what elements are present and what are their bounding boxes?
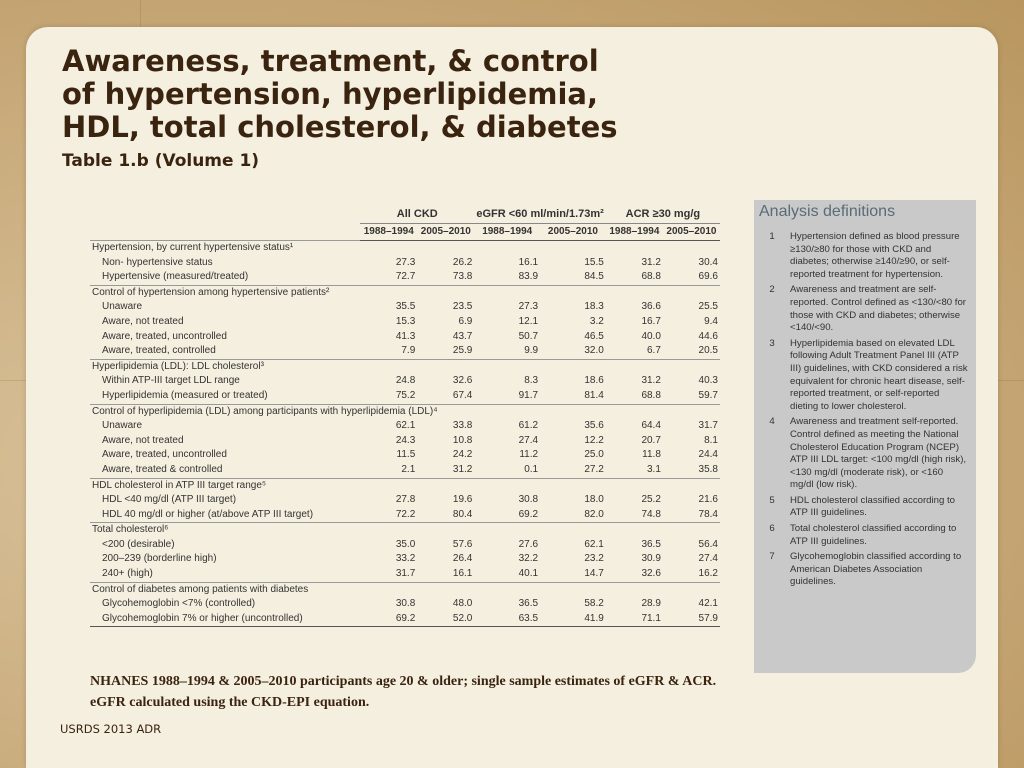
table-cell: 16.2 bbox=[698, 568, 718, 580]
table-cell: 27.3 bbox=[518, 301, 539, 313]
table-row bbox=[90, 389, 720, 404]
table-cell: 71.1 bbox=[606, 612, 663, 627]
table-cell: 72.2 bbox=[395, 508, 416, 520]
table-cell: 15.5 bbox=[584, 256, 604, 268]
row-label: Unaware bbox=[102, 420, 143, 432]
table-cell: 82.0 bbox=[584, 508, 604, 520]
table-cell: 83.9 bbox=[518, 271, 539, 283]
row-label: Glycohemoglobin 7% or higher (uncontrolled) bbox=[90, 612, 360, 627]
slide bbox=[26, 27, 998, 768]
definitions-list bbox=[754, 231, 976, 589]
table-cell: 59.7 bbox=[698, 389, 718, 401]
year-header: 1988–1994 bbox=[606, 224, 663, 241]
row-label: HDL <40 mg/dl (ATP III target) bbox=[102, 494, 237, 506]
table-section-row bbox=[90, 241, 720, 256]
table-cell: 25.0 bbox=[584, 449, 604, 461]
row-label: Hyperlipidemia (LDL): LDL cholesterol³ bbox=[90, 359, 720, 374]
footnote-line-1: NHANES 1988–1994 & 2005–2010 participants age 20 & older; single sample estimates of eGFR & ACR. bbox=[90, 674, 717, 689]
row-label: Aware, treated, uncontrolled bbox=[102, 330, 227, 342]
table-cell: 31.2 bbox=[641, 375, 661, 387]
table-cell: 32.6 bbox=[452, 375, 473, 387]
table-cell: 91.7 bbox=[518, 389, 539, 401]
definition-number: 3 bbox=[769, 337, 775, 349]
row-label: Control of diabetes among patients with diabetes bbox=[90, 582, 720, 597]
table-cell: 81.4 bbox=[584, 389, 604, 401]
table-row bbox=[90, 344, 720, 359]
table-cell: 33.2 bbox=[395, 553, 416, 565]
table-cell: 36.5 bbox=[518, 598, 539, 610]
table-cell: 31.2 bbox=[641, 256, 661, 268]
table-cell: 25.2 bbox=[641, 494, 661, 506]
group-header: All CKD bbox=[360, 205, 474, 224]
table-cell: 12.2 bbox=[584, 434, 604, 446]
table-row bbox=[90, 463, 720, 478]
table-row bbox=[90, 567, 720, 582]
table-section-row bbox=[90, 404, 720, 419]
table-row bbox=[90, 300, 720, 315]
table-cell: 27.4 bbox=[518, 434, 539, 446]
table-cell: 62.1 bbox=[584, 538, 604, 550]
table-body bbox=[90, 241, 720, 627]
definition-item bbox=[754, 231, 968, 281]
table-cell: 27.8 bbox=[395, 494, 416, 506]
table-section-row bbox=[90, 285, 720, 300]
definition-item bbox=[754, 284, 968, 334]
definition-number: 4 bbox=[769, 416, 775, 428]
table-cell: 20.5 bbox=[698, 345, 718, 357]
year-header: 2005–2010 bbox=[417, 224, 474, 241]
table-cell: 43.7 bbox=[452, 330, 473, 342]
table-cell: 46.5 bbox=[584, 330, 604, 342]
table-cell: 8.3 bbox=[524, 375, 539, 387]
row-label: Hypertension, by current hypertensive status¹ bbox=[90, 241, 720, 256]
table-cell: 40.0 bbox=[641, 330, 661, 342]
definition-item bbox=[754, 338, 968, 414]
year-header: 2005–2010 bbox=[540, 224, 606, 241]
title-line-1: Awareness, treatment, & control bbox=[62, 44, 599, 78]
table-cell: 68.8 bbox=[641, 271, 661, 283]
table-cell: 57.9 bbox=[663, 612, 720, 627]
table-cell: 31.7 bbox=[698, 420, 718, 432]
table-cell: 72.7 bbox=[395, 271, 416, 283]
table-cell: 27.2 bbox=[584, 463, 604, 475]
table-cell: 11.5 bbox=[396, 449, 416, 461]
table-row bbox=[90, 419, 720, 434]
data-table-area bbox=[90, 205, 750, 627]
table-cell: 64.4 bbox=[641, 420, 661, 432]
row-label: Within ATP-III target LDL range bbox=[102, 375, 240, 387]
table-cell: 62.1 bbox=[395, 420, 416, 432]
definition-text: HDL cholesterol classified according to ATP III guidelines. bbox=[790, 494, 955, 519]
row-label: Total cholesterol⁶ bbox=[90, 523, 720, 538]
definition-number: 6 bbox=[769, 523, 775, 535]
table-cell: 31.7 bbox=[395, 568, 416, 580]
table-cell: 6.9 bbox=[458, 315, 473, 327]
table-row bbox=[90, 434, 720, 449]
table-cell: 40.3 bbox=[698, 375, 718, 387]
definition-text: Hypertension defined as blood pressure ≥130/≥80 for those with CKD and diabetes; otherwise ≥140/≥90, or self-reported treatment for hypertension. bbox=[790, 231, 960, 280]
table-cell: 2.1 bbox=[401, 463, 416, 475]
row-label: Control of hypertension among hypertensive patients² bbox=[90, 285, 720, 300]
table-cell: 18.3 bbox=[584, 301, 604, 313]
table-cell: 35.8 bbox=[698, 463, 718, 475]
table-cell: 27.6 bbox=[518, 538, 539, 550]
table-section-row bbox=[90, 359, 720, 374]
table-cell: 16.1 bbox=[452, 568, 473, 580]
table-row bbox=[90, 270, 720, 285]
definition-number: 5 bbox=[769, 494, 775, 506]
table-cell: 19.6 bbox=[452, 494, 473, 506]
table-row bbox=[90, 612, 720, 627]
table-cell: 28.9 bbox=[641, 598, 661, 610]
row-label: Hypertensive (measured/treated) bbox=[102, 271, 249, 283]
table-cell: 25.9 bbox=[452, 345, 473, 357]
table-section-row bbox=[90, 582, 720, 597]
table-row bbox=[90, 538, 720, 553]
table-cell: 12.1 bbox=[518, 315, 539, 327]
table-cell: 30.8 bbox=[518, 494, 539, 506]
table-cell: 16.7 bbox=[641, 315, 661, 327]
definition-item bbox=[754, 416, 968, 492]
slide-subtitle: Table 1.b (Volume 1) bbox=[62, 151, 260, 171]
table-cell: 69.2 bbox=[518, 508, 539, 520]
table-cell: 41.9 bbox=[540, 612, 606, 627]
table-cell: 6.7 bbox=[647, 345, 661, 357]
table-cell: 31.2 bbox=[452, 463, 473, 475]
table-cell: 48.0 bbox=[452, 598, 473, 610]
table-cell: 36.5 bbox=[641, 538, 661, 550]
table-cell: 69.2 bbox=[360, 612, 417, 627]
table-cell: 24.3 bbox=[395, 434, 416, 446]
row-label: Hyperlipidemia (measured or treated) bbox=[102, 389, 268, 401]
table-cell: 32.2 bbox=[518, 553, 539, 565]
table-cell: 18.0 bbox=[584, 494, 604, 506]
table-cell: 14.7 bbox=[584, 568, 604, 580]
table-cell: 67.4 bbox=[452, 389, 473, 401]
definition-item bbox=[754, 523, 968, 548]
table-cell: 27.3 bbox=[395, 256, 416, 268]
table-cell: 11.2 bbox=[519, 449, 539, 461]
table-cell: 32.0 bbox=[584, 345, 604, 357]
table-cell: 30.4 bbox=[698, 256, 718, 268]
definitions-heading: Analysis definitions bbox=[759, 203, 896, 220]
group-header: eGFR <60 ml/min/1.73m² bbox=[474, 205, 605, 224]
table-cell: 69.6 bbox=[698, 271, 718, 283]
table-cell: 61.2 bbox=[518, 420, 539, 432]
table-row bbox=[90, 256, 720, 271]
table-cell: 30.8 bbox=[395, 598, 416, 610]
table-cell: 15.3 bbox=[395, 315, 416, 327]
table-cell: 74.8 bbox=[641, 508, 661, 520]
table-row bbox=[90, 508, 720, 523]
definition-text: Glycohemoglobin classified according to American Diabetes Association guidelines. bbox=[790, 551, 962, 588]
table-cell: 42.1 bbox=[698, 598, 718, 610]
row-label: Aware, treated & controlled bbox=[102, 463, 223, 475]
table-cell: 7.9 bbox=[401, 345, 416, 357]
title-line-2: of hypertension, hyperlipidemia, bbox=[62, 77, 599, 111]
footnote-line-2: eGFR calculated using the CKD-EPI equation. bbox=[90, 695, 370, 710]
table-cell: 50.7 bbox=[518, 330, 539, 342]
table-cell: 8.1 bbox=[704, 434, 718, 446]
table-row bbox=[90, 597, 720, 612]
row-label: 200–239 (borderline high) bbox=[102, 553, 217, 565]
table-cell: 78.4 bbox=[698, 508, 718, 520]
definition-item bbox=[754, 551, 968, 589]
table-cell: 44.6 bbox=[698, 330, 718, 342]
row-label: Aware, treated, controlled bbox=[102, 345, 216, 357]
group-header: ACR ≥30 mg/g bbox=[606, 205, 720, 224]
table-cell: 52.0 bbox=[417, 612, 474, 627]
row-label: Control of hyperlipidemia (LDL) among participants with hyperlipidemia (LDL)⁴ bbox=[90, 404, 720, 419]
table-cell: 73.8 bbox=[452, 271, 473, 283]
year-header: 2005–2010 bbox=[663, 224, 720, 241]
definition-text: Awareness and treatment self-reported. Control defined as meeting the National Cholesterol Education Program (NCEP) ATP III LDL target: <100 mg/dl (high risk), <130 mg/dl (moderate risk), or <160 mg/dl (low risk). bbox=[790, 416, 967, 491]
table-cell: 35.0 bbox=[395, 538, 416, 550]
row-label: Aware, treated, uncontrolled bbox=[102, 449, 227, 461]
row-label: Unaware bbox=[102, 301, 143, 313]
table-cell: 40.1 bbox=[518, 568, 539, 580]
table-cell: 33.8 bbox=[452, 420, 473, 432]
year-header: 1988–1994 bbox=[474, 224, 540, 241]
table-cell: 23.5 bbox=[452, 301, 473, 313]
row-label: Glycohemoglobin <7% (controlled) bbox=[102, 598, 256, 610]
source-label: USRDS 2013 ADR bbox=[60, 722, 162, 736]
definition-item bbox=[754, 495, 968, 520]
table-cell: 58.2 bbox=[584, 598, 604, 610]
table-cell: 20.7 bbox=[641, 434, 661, 446]
table-cell: 68.8 bbox=[641, 389, 661, 401]
title-line-3: HDL, total cholesterol, & diabetes bbox=[62, 110, 618, 144]
table-group-header-row bbox=[90, 205, 720, 224]
table-cell: 9.9 bbox=[524, 345, 539, 357]
row-label: Aware, not treated bbox=[102, 315, 184, 327]
table-row bbox=[90, 374, 720, 389]
table-cell: 24.8 bbox=[395, 375, 416, 387]
table-cell: 32.6 bbox=[641, 568, 661, 580]
table-cell: 26.4 bbox=[452, 553, 473, 565]
table-row bbox=[90, 552, 720, 567]
table-cell: 0.1 bbox=[524, 463, 539, 475]
table-cell: 9.4 bbox=[704, 315, 718, 327]
table-row bbox=[90, 315, 720, 330]
analysis-definitions-panel bbox=[754, 200, 976, 673]
definition-number: 1 bbox=[769, 231, 775, 242]
table-cell: 36.6 bbox=[641, 301, 661, 313]
table-cell: 63.5 bbox=[474, 612, 540, 627]
data-table bbox=[90, 205, 720, 627]
definition-number: 2 bbox=[769, 284, 775, 296]
table-row bbox=[90, 493, 720, 508]
table-cell: 27.4 bbox=[698, 553, 718, 565]
definition-text: Total cholesterol classified according to ATP III guidelines. bbox=[790, 523, 957, 547]
footnote bbox=[90, 671, 716, 713]
row-label: HDL 40 mg/dl or higher (at/above ATP III target) bbox=[102, 508, 314, 520]
table-cell: 80.4 bbox=[452, 508, 473, 520]
table-cell: 30.9 bbox=[641, 553, 661, 565]
table-year-header-row bbox=[90, 224, 720, 241]
definition-text: Hyperlipidemia based on elevated LDL following Adult Treatment Panel III (ATP III) guidelines, with CKD considered a risk equivalent for chronic heart disease, self-reported treatment, or self-reported dieting to lower cholesterol. bbox=[790, 337, 968, 412]
table-cell: 23.2 bbox=[584, 553, 604, 565]
table-cell: 41.3 bbox=[395, 330, 416, 342]
year-header: 1988–1994 bbox=[360, 224, 417, 241]
table-section-row bbox=[90, 478, 720, 493]
row-label: <200 (desirable) bbox=[102, 538, 175, 550]
row-label: 240+ (high) bbox=[102, 568, 153, 580]
table-cell: 56.4 bbox=[698, 538, 718, 550]
slide-title bbox=[62, 45, 682, 144]
table-cell: 16.1 bbox=[518, 256, 539, 268]
table-cell: 35.6 bbox=[584, 420, 604, 432]
table-cell: 3.2 bbox=[589, 315, 604, 327]
table-cell: 84.5 bbox=[584, 271, 604, 283]
table-cell: 26.2 bbox=[452, 256, 473, 268]
table-row bbox=[90, 448, 720, 463]
table-cell: 35.5 bbox=[395, 301, 416, 313]
definition-number: 7 bbox=[769, 551, 775, 563]
table-cell: 11.8 bbox=[642, 449, 661, 461]
table-cell: 24.2 bbox=[452, 449, 473, 461]
row-label: Non- hypertensive status bbox=[102, 256, 213, 268]
definition-text: Awareness and treatment are self-reported. Control defined as <130/<80 for those with CKD and diabetes; otherwise <140/<90. bbox=[790, 284, 967, 334]
table-cell: 57.6 bbox=[452, 538, 473, 550]
table-cell: 10.8 bbox=[452, 434, 473, 446]
table-cell: 75.2 bbox=[395, 389, 416, 401]
row-label: HDL cholesterol in ATP III target range⁵ bbox=[90, 478, 720, 493]
table-cell: 3.1 bbox=[647, 463, 661, 475]
table-cell: 24.4 bbox=[698, 449, 718, 461]
row-label: Aware, not treated bbox=[102, 434, 184, 446]
table-cell: 25.5 bbox=[698, 301, 718, 313]
table-cell: 21.6 bbox=[698, 494, 718, 506]
table-row bbox=[90, 330, 720, 345]
table-cell: 18.6 bbox=[584, 375, 604, 387]
table-section-row bbox=[90, 523, 720, 538]
